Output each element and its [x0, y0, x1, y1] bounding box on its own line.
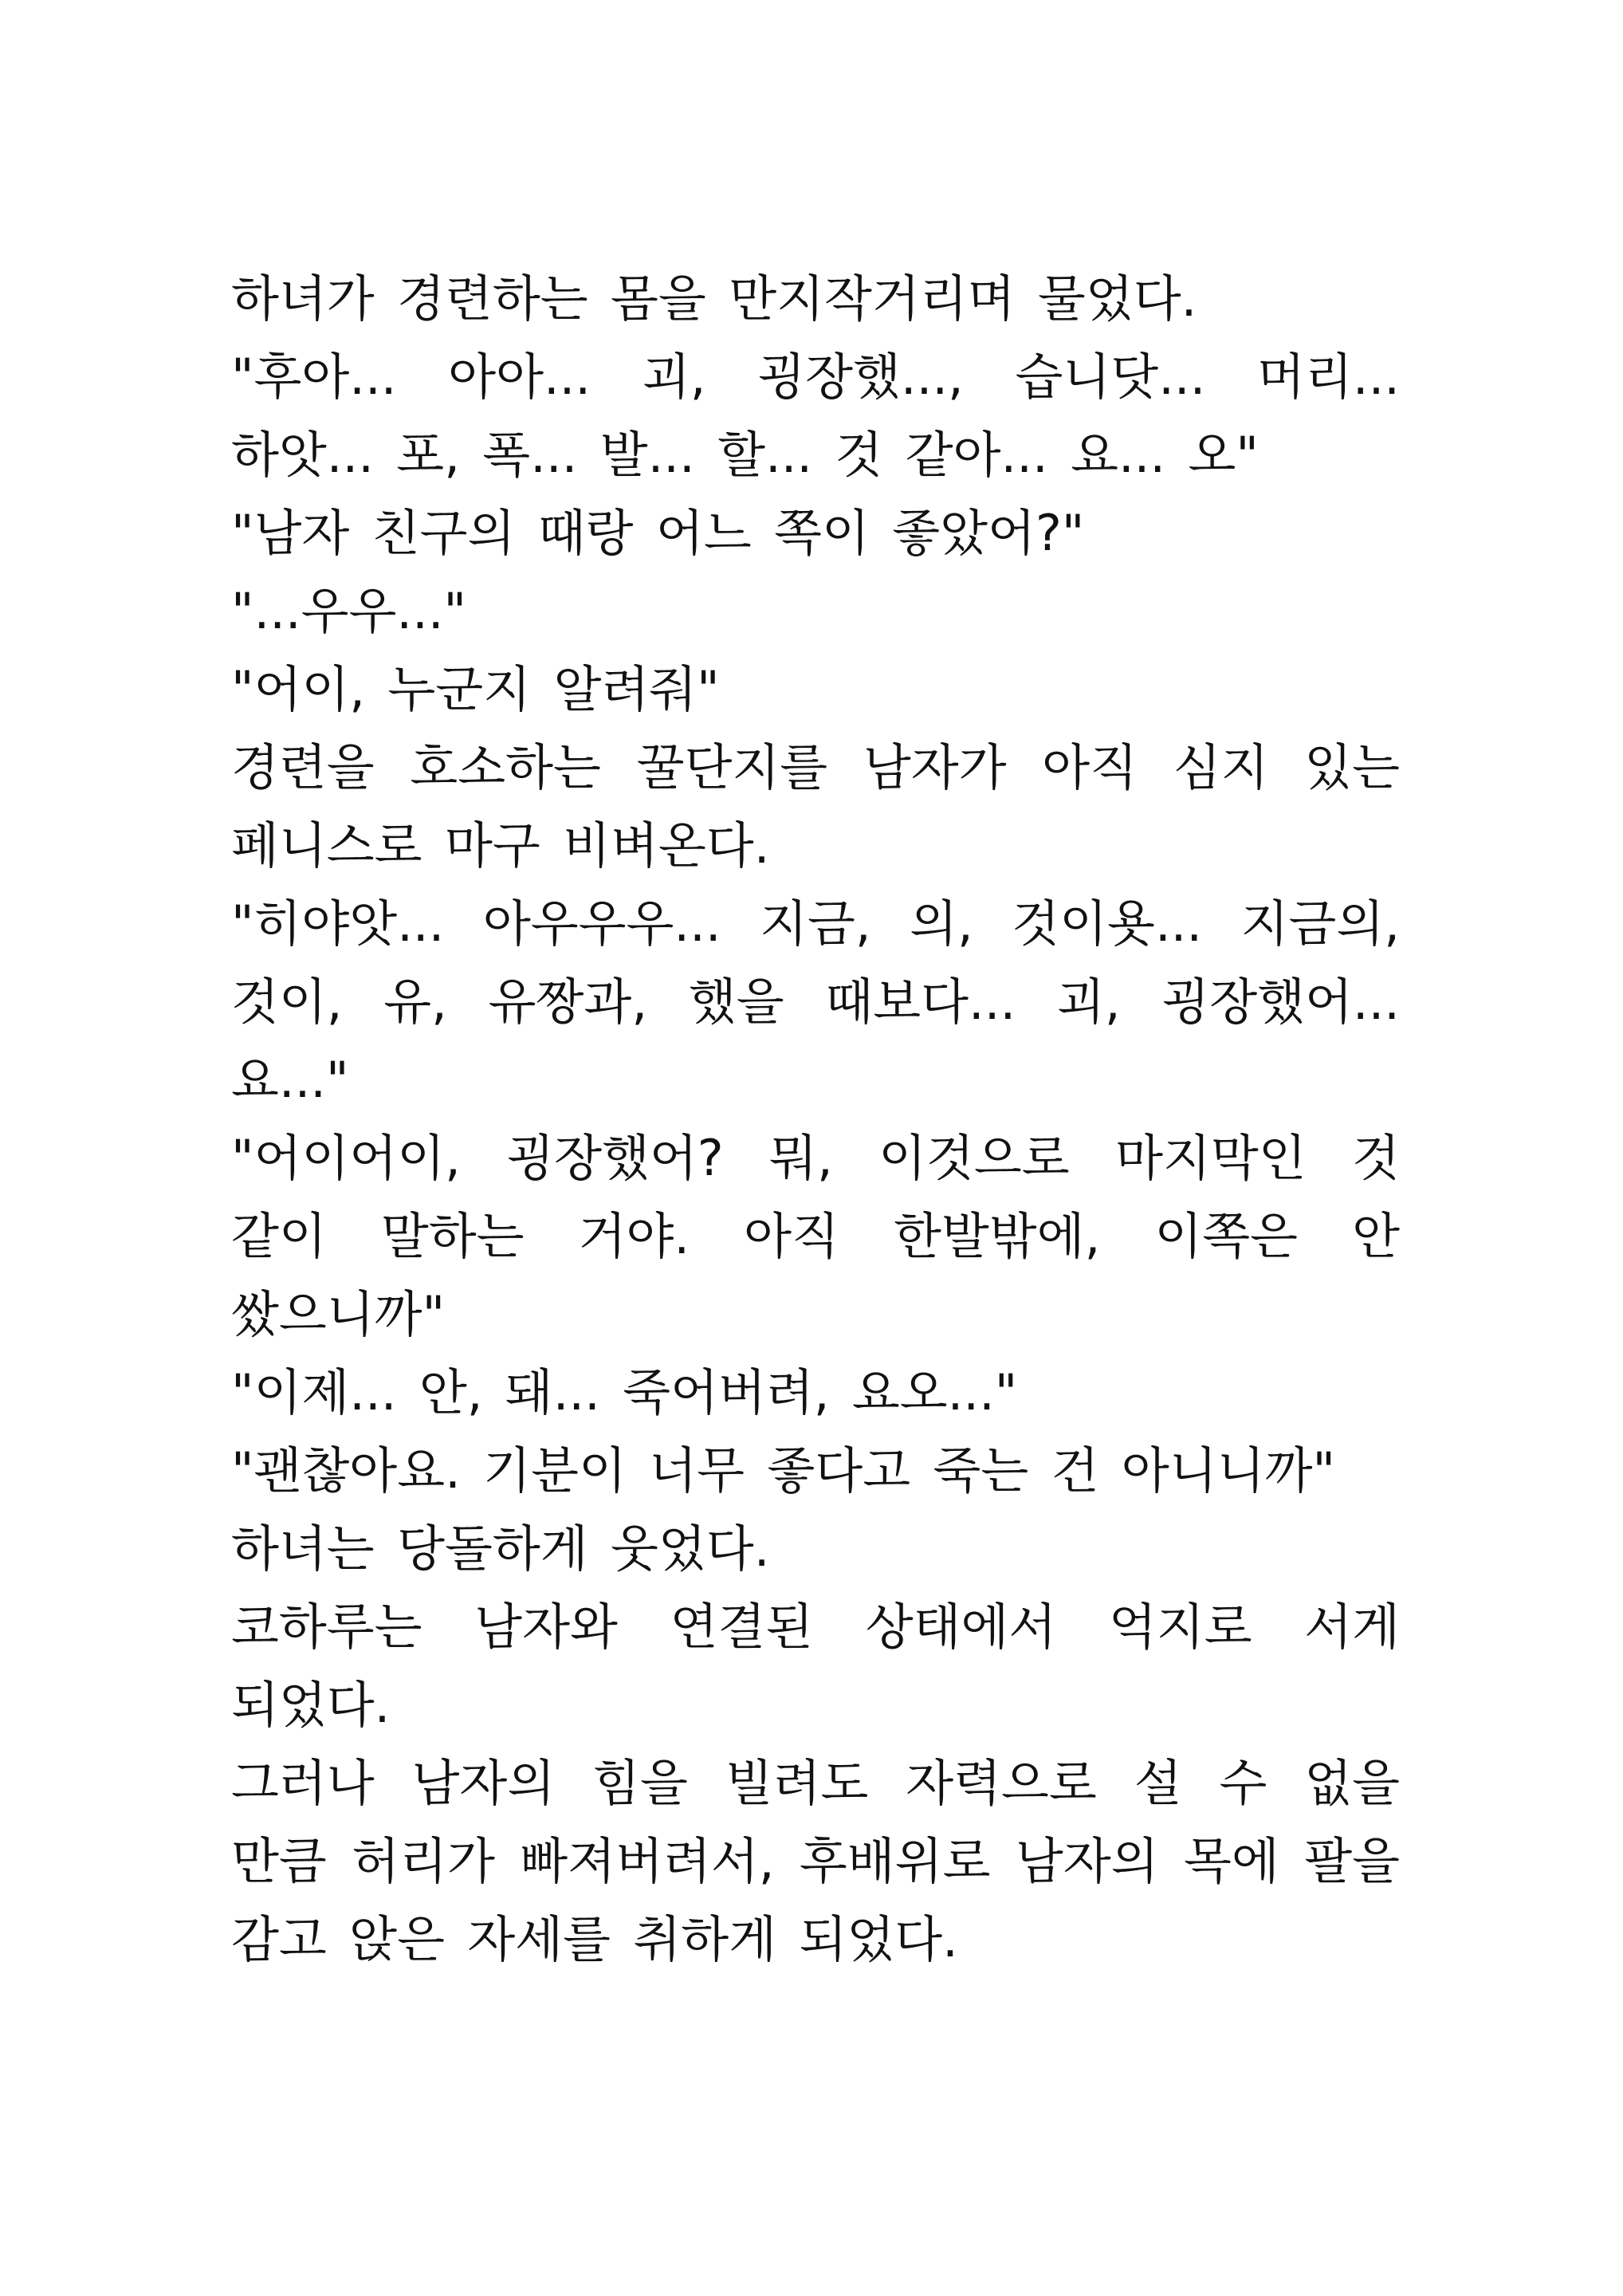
paragraph-12: 코하루는 남자와 연결된 상태에서 억지로 서게 되었다. — [231, 1598, 1400, 1734]
paragraph-9: "이제... 안, 돼... 죽어버려, 요오..." — [231, 1363, 1018, 1421]
paragraph-6: 경련을 호소하는 꿀단지를 남자가 아직 심지 있는 페니스로 마구 비벼온다. — [231, 738, 1400, 875]
paragraph-11: 하녀는 당돌하게 웃었다. — [231, 1520, 770, 1578]
paragraph-10: "괜찮아요. 기분이 너무 좋다고 죽는 건 아니니까" — [231, 1441, 1336, 1500]
paragraph-5: "어이, 누군지 알려줘" — [231, 660, 720, 718]
paragraph-3: "남자 친구의 때랑 어느 쪽이 좋았어?" — [231, 504, 1085, 562]
paragraph-7: "히야앗... 아우우우... 지금, 의, 것이욧... 지금의, 것이, 유, 유짱과, 했을 때보다... 괴, 굉장했어... 요..." — [231, 894, 1400, 1109]
paragraph-2: "후아... 아아... 괴, 굉장했..., 습니닷... 머리... 하앗... 포, 폭... 발... 할... 것 같아... 요... 오" — [231, 348, 1400, 484]
paragraph-1: 하녀가 경련하는 몸을 만지작거리며 물었다. — [231, 269, 1197, 328]
paragraph-13: 그러나 남자의 힘을 빌려도 자력으로 설 수 없을 만큼 허리가 빠져버려서, 후배위로 남자의 목에 팔을 감고 앉은 자세를 취하게 되었다. — [231, 1754, 1400, 1968]
paragraph-4: "...우우..." — [231, 582, 467, 640]
body-text — [231, 260, 1400, 1979]
paragraph-8: "어이어이, 굉장했어? 뭐, 이것으로 마지막인 것 같이 말하는 거야. 아직 한발밖에, 이쪽은 안 쌌으니까" — [231, 1129, 1400, 1343]
